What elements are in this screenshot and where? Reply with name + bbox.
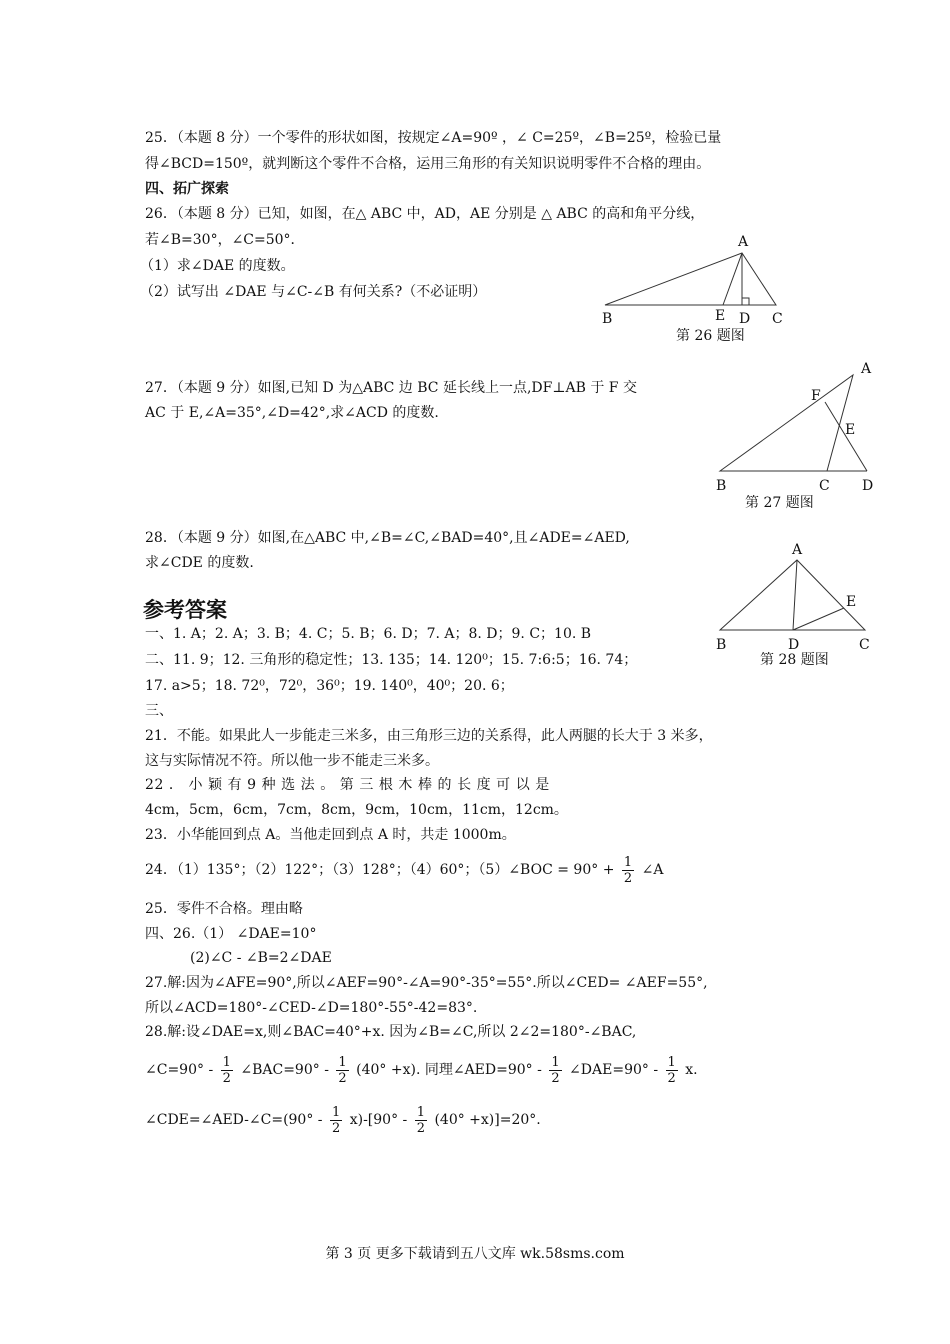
q26-triangle (605, 253, 776, 305)
answer-section2-line2: 17. a>5；18. 72⁰，72⁰，36⁰；19. 140⁰，40⁰；20. 6； (145, 678, 514, 694)
q26-label-b: B (602, 311, 613, 327)
q27-label-d: D (862, 478, 874, 494)
answer-21-line2: 这与实际情况不符。所以他一步不能走三米多。 (145, 753, 439, 769)
q28-figure (705, 535, 885, 675)
answer-21-line1: 21．不能。如果此人一步能走三米多，由三角形三边的关系得，此人两腿的长大于 3 米多， (145, 728, 713, 744)
answer-28-line3: ∠CDE=∠AED-∠C=(90° - $\frac{1}{2}$ x)-[90° - $\frac{1}{2}$ (40° +x)]=20°. (145, 1104, 541, 1136)
q28-label-d: D (788, 637, 800, 653)
fraction-one-half: $\frac{1}{2}$ (667, 1054, 676, 1086)
answer-28-line1: 28.解:设∠DAE=x,则∠BAC=40°+x. 因为∠B=∠C,所以 2∠2=180°-∠BAC, (145, 1024, 637, 1040)
q27-label-e: E (845, 422, 856, 438)
answer-24-text: 24．（1）135°；（2）122°；（3）128°；（4）60°；（5）∠BOC = 90° + (145, 862, 615, 878)
answer-25: 25．零件不合格。理由略 (145, 901, 303, 917)
q28-label-c: C (859, 637, 870, 653)
q27-triangle-abc (720, 375, 856, 471)
q27-label-f: F (811, 388, 821, 404)
q26-label-e: E (715, 308, 726, 324)
fraction-one-half: $\frac{1}{2}$ (416, 1104, 425, 1136)
q26-label-d: D (739, 311, 751, 327)
answer-section1: 一、1. A；2. A；3. B；4. C；5. B；6. D；7. A；8. D；9. C；10. B (145, 626, 592, 642)
q28-segment-ad (793, 560, 797, 630)
q27-label-b: B (716, 478, 727, 494)
q28-label-b: B (716, 637, 727, 653)
q26-part2: （2）试写出 ∠DAE 与∠C-∠B 有何关系?（不必证明） (140, 284, 487, 300)
answer-section3-heading: 三、 (145, 703, 173, 719)
answer-24 (145, 850, 663, 890)
q27-label-a: A (861, 361, 872, 377)
q26-line1: 26．（本题 8 分）已知，如图，在△ ABC 中，AD，AE 分别是 △ ABC 的高和角平分线， (145, 206, 705, 222)
q28-label-e: E (846, 594, 857, 610)
answer-22-line2: 4cm，5cm，6cm，7cm，8cm，9cm，10cm，11cm，12cm。 (145, 802, 568, 818)
section4-heading: 四、拓广探索 (145, 181, 229, 197)
answer-section2-line1: 二、11. 9；12. 三角形的稳定性；13. 135；14. 120⁰；15. 7:6:5；16. 74； (145, 652, 638, 668)
q26-caption: 第 26 题图 (676, 328, 745, 344)
answer-22-line1: 22 ． 小 颖 有 9 种 选 法 。 第 三 根 木 棒 的 长 度 可 以 是 (145, 777, 550, 793)
q26-line2: 若∠B=30°，∠C=50°． (145, 232, 305, 248)
q28-caption: 第 28 题图 (760, 652, 829, 668)
fraction-one-half: $\frac{1}{2}$ (338, 1054, 347, 1086)
q27-figure (705, 355, 895, 515)
fraction-one-half: $\frac{1}{2}$ (331, 1104, 341, 1136)
q27-line2: AC 于 E,∠A=35°,∠D=42°,求∠ACD 的度数. (145, 405, 439, 421)
q26-right-angle-mark (742, 298, 749, 305)
page-footer: 第 3 页 更多下载请到五八文库 wk.58sms.com (325, 1246, 625, 1262)
q28-line1: 28．（本题 9 分）如图,在△ABC 中,∠B=∠C,∠BAD=40°,且∠ADE=∠AED, (145, 530, 630, 546)
q26-bisector-ae (723, 253, 742, 305)
q27-label-c: C (819, 478, 830, 494)
answer-26-part2: (2)∠C - ∠B=2∠DAE (190, 950, 332, 966)
q26-label-c: C (772, 311, 783, 327)
answer-28-line2: ∠C=90° - $\frac{1}{2}$ ∠BAC=90° - $\frac{1}{2}$ (40° +x). 同理∠AED=90° - $\frac{1}{2}$ ∠DAE=90° - $\frac{1}{2}$ x. (145, 1054, 698, 1086)
fraction-one-half: $\frac{1}{2}$ (551, 1054, 560, 1086)
q25-line1: 25．（本题 8 分）一个零件的形状如图，按规定∠A=90º ，∠ C=25º，∠B=25º，检验已量 (145, 130, 722, 146)
answer-24-tail: ∠A (641, 862, 664, 878)
fraction-one-half: $\frac{1}{2}$ (623, 854, 633, 886)
answers-heading: 参考答案 (143, 598, 227, 622)
q28-line2: 求∠CDE 的度数. (145, 555, 254, 571)
q26-label-a: A (738, 234, 749, 250)
answer-27-line1: 27.解:因为∠AFE=90°,所以∠AEF=90°-∠A=90°-35°=55°.所以∠CED= ∠AEF=55°, (145, 975, 708, 991)
answer-26-part1: 四、26.（1） ∠DAE=10° (145, 926, 317, 942)
answer-23: 23．小华能回到点 A。当他走回到点 A 时，共走 1000m。 (145, 827, 516, 843)
q28-triangle-abc (720, 560, 865, 630)
q27-caption: 第 27 题图 (745, 495, 814, 511)
answer-27-line2: 所以∠ACD=180°-∠CED-∠D=180°-55°-42=83°. (145, 1000, 478, 1016)
q26-figure (590, 228, 790, 348)
q27-line1: 27．（本题 9 分）如图,已知 D 为△ABC 边 BC 延长线上一点,DF⊥AB 于 F 交 (145, 380, 637, 396)
q28-segment-de (793, 608, 844, 630)
fraction-one-half: $\frac{1}{2}$ (222, 1054, 231, 1086)
q26-part1: （1）求∠DAE 的度数。 (140, 258, 295, 274)
q25-line2: 得∠BCD=150º，就判断这个零件不合格，运用三角形的有关知识说明零件不合格的理由。 (145, 156, 711, 172)
q28-label-a: A (792, 542, 803, 558)
